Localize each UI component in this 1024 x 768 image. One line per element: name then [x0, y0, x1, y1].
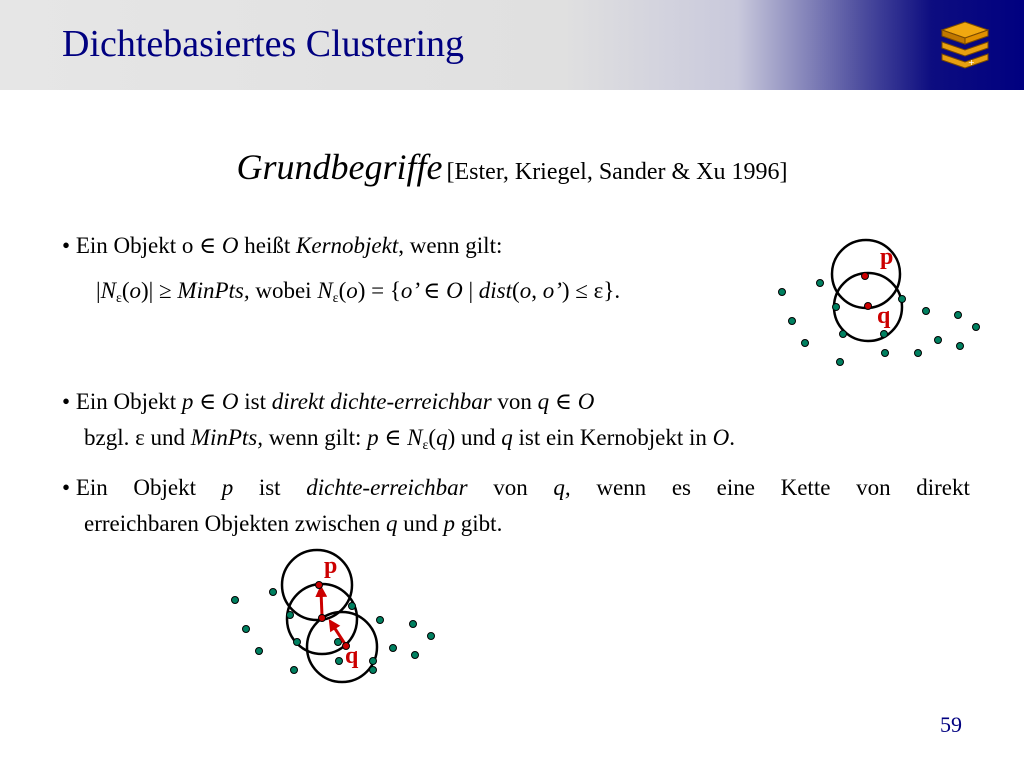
- data-point: [789, 318, 796, 325]
- data-point: [881, 331, 888, 338]
- text: wobei: [249, 278, 318, 303]
- text: bzgl.: [84, 425, 136, 450]
- epsilon-symbol: ε: [135, 425, 145, 450]
- text: .: [729, 425, 736, 450]
- data-point: [370, 658, 377, 665]
- term-direkt-dichte-erreichbar: direkt dichte-erreichbar: [271, 389, 492, 414]
- bullet-item-3-line-2: [62, 509, 970, 539]
- math: N: [317, 278, 333, 303]
- math: o’: [542, 278, 562, 303]
- bullet: •: [62, 389, 71, 414]
- core-object-figure: [770, 230, 990, 375]
- bullet-item-1: [62, 231, 502, 261]
- text: von: [491, 389, 538, 414]
- element-of-symbol: ∈: [554, 389, 572, 414]
- math: O: [440, 278, 463, 303]
- math: o: [129, 278, 142, 303]
- math: MinPts,: [190, 425, 263, 450]
- math: o’: [400, 278, 424, 303]
- math: }.: [603, 278, 621, 303]
- svg-text:+: +: [968, 58, 975, 67]
- data-point: [294, 639, 301, 646]
- text: Ein Objekt: [75, 389, 182, 414]
- epsilon-subscript: ε: [332, 291, 339, 306]
- term-kernobjekt: Kernobjekt: [296, 233, 399, 258]
- element-of-symbol: ∈: [199, 233, 217, 258]
- math: |: [462, 278, 479, 303]
- data-point: [270, 589, 277, 596]
- word: Kette: [780, 475, 831, 500]
- point-p: [316, 582, 323, 589]
- layers-logo-icon: [938, 18, 992, 70]
- data-point: [377, 617, 384, 624]
- data-point: [840, 331, 847, 338]
- bullet-item-3: [62, 473, 970, 539]
- data-point: [923, 308, 930, 315]
- data-point: [428, 633, 435, 640]
- data-point: [973, 324, 980, 331]
- bullet: •: [62, 233, 71, 258]
- bullet: •: [62, 475, 71, 500]
- math: O: [712, 425, 730, 450]
- math: ,: [531, 278, 543, 303]
- text: erreichbaren Objekten zwischen: [84, 511, 387, 536]
- point-q: [865, 303, 872, 310]
- heading-main: Grundbegriffe: [236, 147, 443, 187]
- core-object-formula: [96, 276, 620, 306]
- data-point: [957, 343, 964, 350]
- math: ): [561, 278, 576, 303]
- math: N: [100, 278, 116, 303]
- word: Objekt: [133, 475, 197, 500]
- data-point: [410, 621, 417, 628]
- math: (: [338, 278, 347, 303]
- data-point: [336, 658, 343, 665]
- text: Ein Objekt o: [75, 233, 200, 258]
- label-q: q: [345, 643, 359, 669]
- element-of-symbol: ∈: [423, 278, 441, 303]
- data-point: [802, 340, 809, 347]
- math: (: [121, 278, 130, 303]
- label-q: q: [877, 303, 891, 329]
- data-point: [243, 626, 250, 633]
- element-of-symbol: ∈: [384, 425, 402, 450]
- data-point: [935, 337, 942, 344]
- math: o: [346, 278, 358, 303]
- data-point: [915, 350, 922, 357]
- math: (: [512, 278, 520, 303]
- data-point: [833, 304, 840, 311]
- slide-title: Dichtebasiertes Clustering: [62, 23, 465, 65]
- word: von: [493, 475, 528, 500]
- word: Ein: [75, 475, 108, 500]
- data-point: [817, 280, 824, 287]
- math: )|: [141, 278, 160, 303]
- math: O: [577, 389, 595, 414]
- data-point: [291, 667, 298, 674]
- epsilon-subscript: ε: [115, 291, 122, 306]
- word: wenn: [596, 475, 647, 500]
- text: , wenn gilt:: [398, 233, 503, 258]
- data-point: [837, 359, 844, 366]
- math: MinPts,: [171, 278, 250, 303]
- math: N: [407, 425, 423, 450]
- section-heading: [0, 146, 1024, 188]
- word: eine: [716, 475, 755, 500]
- word: [62, 473, 108, 503]
- text: und: [397, 511, 444, 536]
- math: ) = {: [357, 278, 401, 303]
- density-reachability-figure: [225, 545, 445, 685]
- math: |: [96, 278, 101, 303]
- math: p: [181, 389, 194, 414]
- text: heißt: [238, 233, 297, 258]
- epsilon-symbol: ε: [593, 278, 604, 303]
- text: ist: [238, 389, 272, 414]
- bullet-item-2-line-2: [84, 423, 735, 453]
- math: q: [537, 389, 550, 414]
- word: von: [856, 475, 891, 500]
- data-point: [390, 645, 397, 652]
- data-point: [412, 652, 419, 659]
- intermediate-point: [319, 615, 326, 622]
- math: q: [501, 425, 513, 450]
- math: q,: [553, 475, 571, 500]
- term-dichte-erreichbar: dichte-erreichbar: [306, 475, 468, 500]
- word: es: [671, 475, 691, 500]
- geq-symbol: ≥: [159, 278, 172, 303]
- math: p: [443, 511, 456, 536]
- math: q: [386, 511, 398, 536]
- element-of-symbol: ∈: [199, 389, 217, 414]
- math: dist: [478, 278, 513, 303]
- math: p: [367, 425, 379, 450]
- reachability-arrow-2: [321, 591, 322, 616]
- page-number: 59: [940, 712, 962, 737]
- data-point: [899, 296, 906, 303]
- bullet-item-3-line-1: [62, 473, 970, 503]
- text: wenn gilt:: [262, 425, 368, 450]
- data-point: [370, 667, 377, 674]
- leq-symbol: ≤: [575, 278, 588, 303]
- math: O: [221, 389, 239, 414]
- bullet-item-2: [62, 387, 594, 417]
- math: q: [436, 425, 448, 450]
- data-point: [779, 289, 786, 296]
- point-p: [862, 273, 869, 280]
- math: (: [428, 425, 437, 450]
- data-point: [955, 312, 962, 319]
- math: o: [519, 278, 532, 303]
- text: ) und: [447, 425, 502, 450]
- data-point: [349, 603, 356, 610]
- data-point: [232, 597, 239, 604]
- data-point: [256, 648, 263, 655]
- text: gibt.: [455, 511, 503, 536]
- label-p: p: [880, 244, 894, 270]
- text: ist ein Kernobjekt in: [512, 425, 713, 450]
- text: und: [144, 425, 191, 450]
- math-O: O: [221, 233, 239, 258]
- word: direkt: [916, 475, 970, 500]
- heading-reference: [Ester, Kriegel, Sander & Xu 1996]: [446, 159, 788, 185]
- label-p: p: [324, 553, 338, 579]
- epsilon-subscript: ε: [422, 438, 429, 453]
- data-point: [882, 350, 889, 357]
- word: ist: [258, 475, 281, 500]
- data-point: [287, 612, 294, 619]
- math: p: [221, 475, 234, 500]
